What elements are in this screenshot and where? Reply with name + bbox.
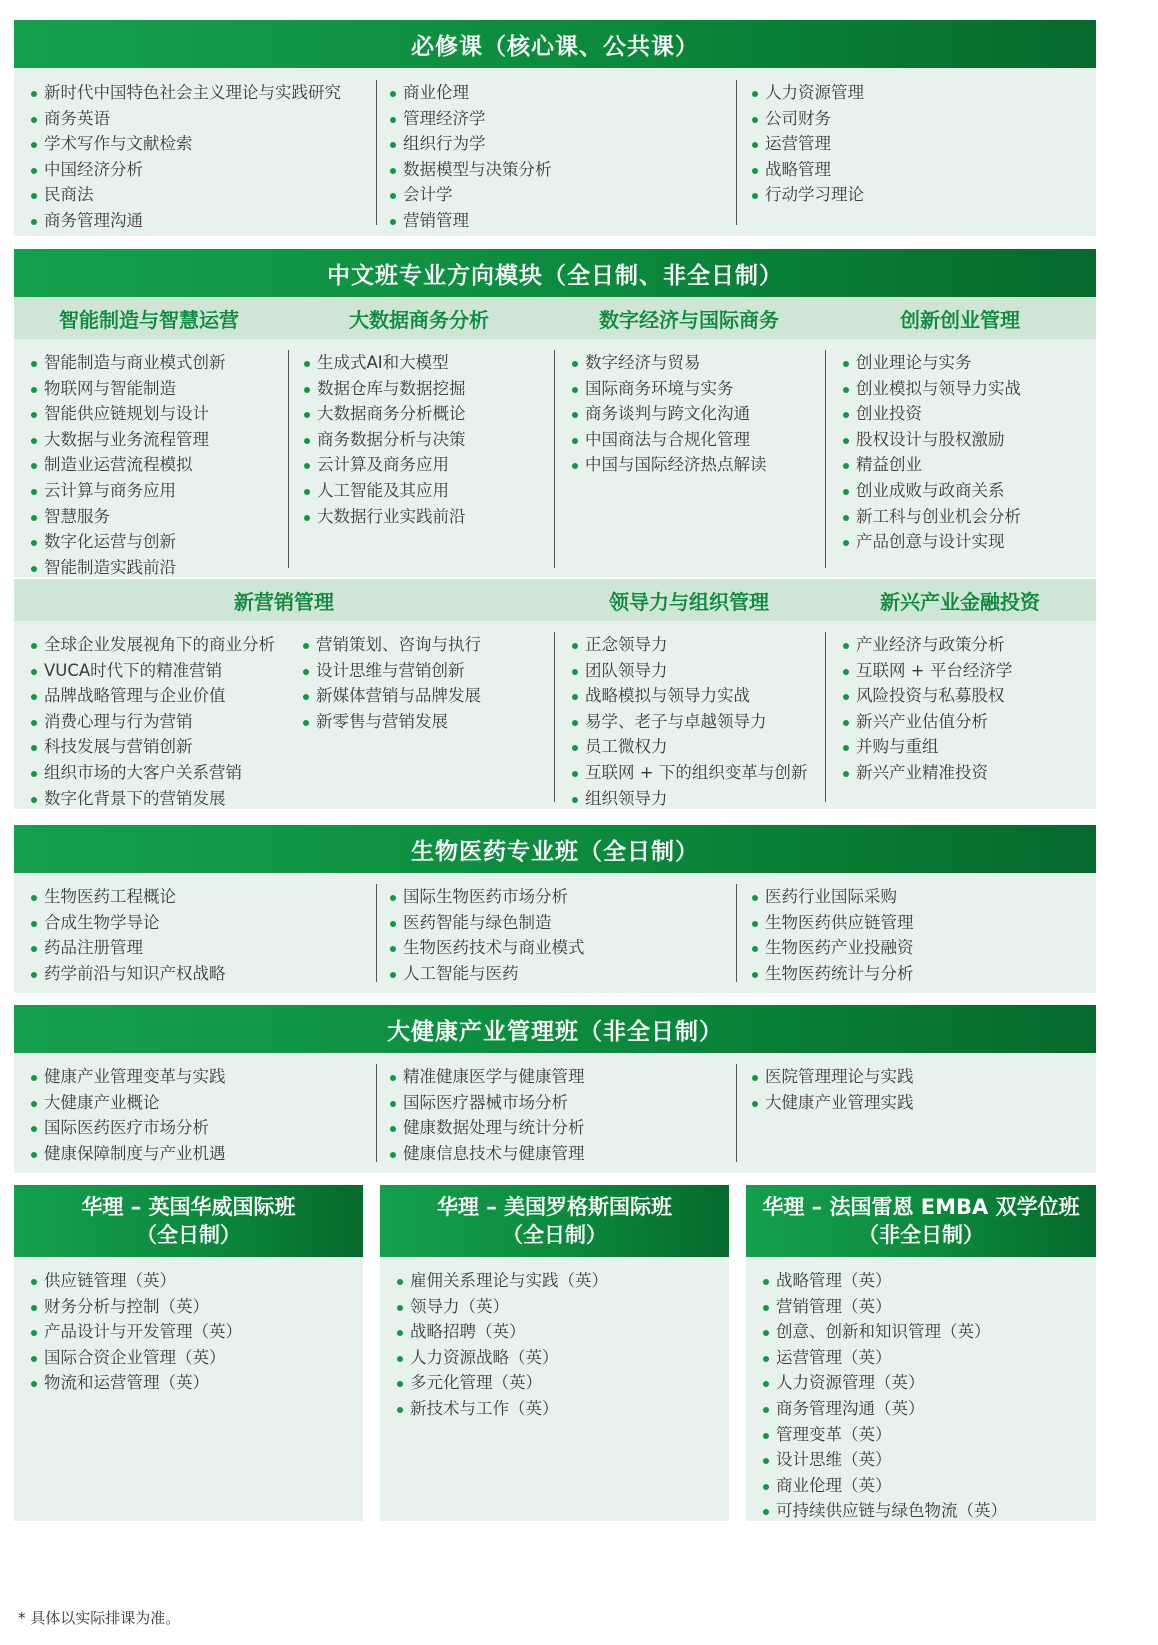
health-col-3: [751, 1064, 914, 1115]
course-item: 战略管理（英）: [762, 1268, 1007, 1294]
course-item: 医院管理理论与实践: [751, 1064, 914, 1090]
course-item: 运营管理（英）: [762, 1345, 1007, 1371]
course-item: 易学、老子与卓越领导力: [571, 709, 807, 735]
course-item: 会计学: [389, 182, 552, 208]
finance-investment-list: [842, 632, 1012, 786]
module-title-innovation: 创新创业管理: [900, 307, 1020, 332]
course-item: 国际商务环境与实务: [571, 376, 767, 402]
course-item: 大健康产业概论: [30, 1090, 226, 1116]
course-item: 并购与重组: [842, 734, 1012, 760]
course-item: 国际生物医药市场分析: [389, 884, 585, 910]
course-item: 商业伦理: [389, 80, 552, 106]
course-item: 新零售与营销发展: [302, 709, 481, 735]
intl-rutgers-header: [380, 1185, 729, 1257]
health-industry-header: 大健康产业管理班（非全日制）: [14, 1005, 1096, 1053]
intl-rennes-header: [746, 1185, 1096, 1257]
course-item: 中国经济分析: [30, 157, 341, 183]
course-item: 战略模拟与领导力实战: [571, 683, 807, 709]
chinese-modules-header: 中文班专业方向模块（全日制、非全日制）: [14, 249, 1096, 297]
course-item: 全球企业发展视角下的商业分析: [30, 632, 275, 658]
biopharma-panel: [14, 873, 1096, 993]
course-item: 产品设计与开发管理（英）: [30, 1319, 242, 1345]
course-item: VUCA时代下的精准营销: [30, 658, 275, 684]
biopharma-header: 生物医药专业班（全日制）: [14, 825, 1096, 873]
course-item: 可持续供应链与绿色物流（英）: [762, 1498, 1007, 1524]
intl-rutgers-panel: [380, 1257, 729, 1521]
course-item: 设计思维（英）: [762, 1447, 1007, 1473]
required-courses-panel: [14, 68, 1096, 236]
course-item: 商务英语: [30, 106, 341, 132]
course-item: 正念领导力: [571, 632, 807, 658]
leadership-list: [571, 632, 807, 811]
chinese-row2-panel: [14, 621, 1096, 809]
module-title-digital-economy: 数字经济与国际商务: [599, 307, 779, 332]
intl-warwick-mode: （全日制）: [136, 1223, 241, 1247]
course-item: 财务分析与控制（英）: [30, 1294, 242, 1320]
course-item: 战略管理: [751, 157, 864, 183]
course-item: 健康产业管理变革与实践: [30, 1064, 226, 1090]
course-item: 生物医药技术与商业模式: [389, 935, 585, 961]
course-item: 团队领导力: [571, 658, 807, 684]
course-item: 数字化运营与创新: [30, 529, 226, 555]
module-title-smart-manufacturing: 智能制造与智慧运营: [59, 307, 239, 332]
course-item: 数字经济与贸易: [571, 350, 767, 376]
course-item: 新媒体营销与品牌发展: [302, 683, 481, 709]
health-col-1: [30, 1064, 226, 1166]
course-item: 健康数据处理与统计分析: [389, 1115, 585, 1141]
course-item: 国际医药医疗市场分析: [30, 1115, 226, 1141]
course-item: 智慧服务: [30, 504, 226, 530]
course-item: 消费心理与行为营销: [30, 709, 275, 735]
course-item: 设计思维与营销创新: [302, 658, 481, 684]
course-item: 创业理论与实务: [842, 350, 1021, 376]
course-item: 创业投资: [842, 401, 1021, 427]
health-industry-panel: [14, 1053, 1096, 1173]
course-item: 产业经济与政策分析: [842, 632, 1012, 658]
intl-rutgers-mode: （全日制）: [502, 1223, 607, 1247]
course-item: 精准健康医学与健康管理: [389, 1064, 585, 1090]
innovation-list: [842, 350, 1021, 555]
course-item: 多元化管理（英）: [396, 1370, 608, 1396]
course-item: 公司财务: [751, 106, 864, 132]
course-item: 品牌战略管理与企业价值: [30, 683, 275, 709]
course-item: 生物医药产业投融资: [751, 935, 914, 961]
intl-rennes-title: 华理 – 法国雷恩 EMBA 双学位班: [762, 1195, 1080, 1219]
course-item: 民商法: [30, 182, 341, 208]
course-item: 互联网 + 下的组织变革与创新: [571, 760, 807, 786]
course-item: 学术写作与文献检索: [30, 131, 341, 157]
course-item: 数字化背景下的营销发展: [30, 786, 275, 812]
course-item: 生物医药供应链管理: [751, 910, 914, 936]
course-item: 互联网 + 平台经济学: [842, 658, 1012, 684]
biopharma-col-3: [751, 884, 914, 986]
course-item: 国际合资企业管理（英）: [30, 1345, 242, 1371]
course-item: 运营管理: [751, 131, 864, 157]
course-item: 智能制造与商业模式创新: [30, 350, 226, 376]
module-title-leadership: 领导力与组织管理: [609, 589, 769, 614]
intl-rennes-mode: （非全日制）: [858, 1223, 984, 1247]
course-item: 医药智能与绿色制造: [389, 910, 585, 936]
intl-rutgers-list: [396, 1268, 608, 1422]
course-item: 商务数据分析与决策: [303, 427, 466, 453]
course-item: 营销管理: [389, 208, 552, 234]
course-item: 人力资源管理（英）: [762, 1370, 1007, 1396]
course-item: 风险投资与私募股权: [842, 683, 1012, 709]
intl-rennes-panel: [746, 1257, 1096, 1521]
chinese-row1-panel: [14, 339, 1096, 577]
course-item: 生物医药工程概论: [30, 884, 226, 910]
course-item: 大数据与业务流程管理: [30, 427, 226, 453]
course-item: 管理经济学: [389, 106, 552, 132]
module-title-big-data: 大数据商务分析: [349, 307, 489, 332]
course-item: 制造业运营流程模拟: [30, 452, 226, 478]
course-item: 大数据行业实践前沿: [303, 504, 466, 530]
intl-warwick-list: [30, 1268, 242, 1396]
intl-warwick-title: 华理 – 英国华威国际班: [81, 1195, 296, 1219]
course-item: 人工智能与医药: [389, 961, 585, 987]
course-item: 大健康产业管理实践: [751, 1090, 914, 1116]
course-item: 创意、创新和知识管理（英）: [762, 1319, 1007, 1345]
course-item: 商务谈判与跨文化沟通: [571, 401, 767, 427]
course-item: 组织行为学: [389, 131, 552, 157]
biopharma-col-1: [30, 884, 226, 986]
course-item: 供应链管理（英）: [30, 1268, 242, 1294]
digital-economy-list: [571, 350, 767, 478]
course-item: 管理变革（英）: [762, 1422, 1007, 1448]
biopharma-col-2: [389, 884, 585, 986]
course-item: 药学前沿与知识产权战略: [30, 961, 226, 987]
course-item: 产品创意与设计实现: [842, 529, 1021, 555]
course-item: 组织市场的大客户关系营销: [30, 760, 275, 786]
required-col-2: [389, 80, 552, 234]
intl-rutgers-title: 华理 – 美国罗格斯国际班: [436, 1195, 673, 1219]
footnote: * 具体以实际排课为准。: [18, 1609, 181, 1627]
course-item: 合成生物学导论: [30, 910, 226, 936]
course-item: 商务管理沟通（英）: [762, 1396, 1007, 1422]
course-item: 生物医药统计与分析: [751, 961, 914, 987]
course-item: 新兴产业估值分析: [842, 709, 1012, 735]
intl-warwick-panel: [14, 1257, 363, 1521]
course-item: 人工智能及其应用: [303, 478, 466, 504]
course-item: 智能供应链规划与设计: [30, 401, 226, 427]
required-col-1: [30, 80, 341, 234]
course-item: 数据模型与决策分析: [389, 157, 552, 183]
course-item: 新时代中国特色社会主义理论与实践研究: [30, 80, 341, 106]
intl-warwick-header: [14, 1185, 363, 1257]
course-item: 云计算及商务应用: [303, 452, 466, 478]
course-item: 物联网与智能制造: [30, 376, 226, 402]
module-title-new-marketing: 新营销管理: [234, 589, 334, 614]
big-data-list: [303, 350, 466, 529]
required-col-3: [751, 80, 864, 208]
course-item: 创业模拟与领导力实战: [842, 376, 1021, 402]
health-col-2: [389, 1064, 585, 1166]
course-item: 营销管理（英）: [762, 1294, 1007, 1320]
course-item: 新兴产业精准投资: [842, 760, 1012, 786]
course-item: 生成式AI和大模型: [303, 350, 466, 376]
course-item: 医药行业国际采购: [751, 884, 914, 910]
course-item: 中国与国际经济热点解读: [571, 452, 767, 478]
course-item: 数据仓库与数据挖掘: [303, 376, 466, 402]
course-item: 新工科与创业机会分析: [842, 504, 1021, 530]
course-item: 股权设计与股权激励: [842, 427, 1021, 453]
course-item: 雇佣关系理论与实践（英）: [396, 1268, 608, 1294]
course-item: 精益创业: [842, 452, 1021, 478]
course-item: 员工微权力: [571, 734, 807, 760]
module-title-finance-investment: 新兴产业金融投资: [880, 589, 1040, 614]
course-item: 新技术与工作（英）: [396, 1396, 608, 1422]
smart-manufacturing-list: [30, 350, 226, 580]
course-item: 商业伦理（英）: [762, 1473, 1007, 1499]
course-item: 战略招聘（英）: [396, 1319, 608, 1345]
course-item: 营销策划、咨询与执行: [302, 632, 481, 658]
chinese-row2-titles: [14, 579, 1096, 621]
course-item: 药品注册管理: [30, 935, 226, 961]
course-item: 健康保障制度与产业机遇: [30, 1141, 226, 1167]
chinese-row1-titles: [14, 297, 1096, 339]
course-item: 商务管理沟通: [30, 208, 341, 234]
new-marketing-list-1: [30, 632, 275, 811]
course-item: 组织领导力: [571, 786, 807, 812]
course-item: 领导力（英）: [396, 1294, 608, 1320]
course-item: 人力资源战略（英）: [396, 1345, 608, 1371]
new-marketing-list-2: [302, 632, 481, 734]
course-item: 物流和运营管理（英）: [30, 1370, 242, 1396]
course-item: 行动学习理论: [751, 182, 864, 208]
course-item: 创业成败与政商关系: [842, 478, 1021, 504]
intl-rennes-list: [762, 1268, 1007, 1524]
course-item: 云计算与商务应用: [30, 478, 226, 504]
course-item: 中国商法与合规化管理: [571, 427, 767, 453]
required-courses-header: 必修课（核心课、公共课）: [14, 20, 1096, 68]
course-item: 人力资源管理: [751, 80, 864, 106]
course-item: 科技发展与营销创新: [30, 734, 275, 760]
course-item: 智能制造实践前沿: [30, 555, 226, 581]
course-item: 大数据商务分析概论: [303, 401, 466, 427]
course-item: 健康信息技术与健康管理: [389, 1141, 585, 1167]
course-item: 国际医疗器械市场分析: [389, 1090, 585, 1116]
